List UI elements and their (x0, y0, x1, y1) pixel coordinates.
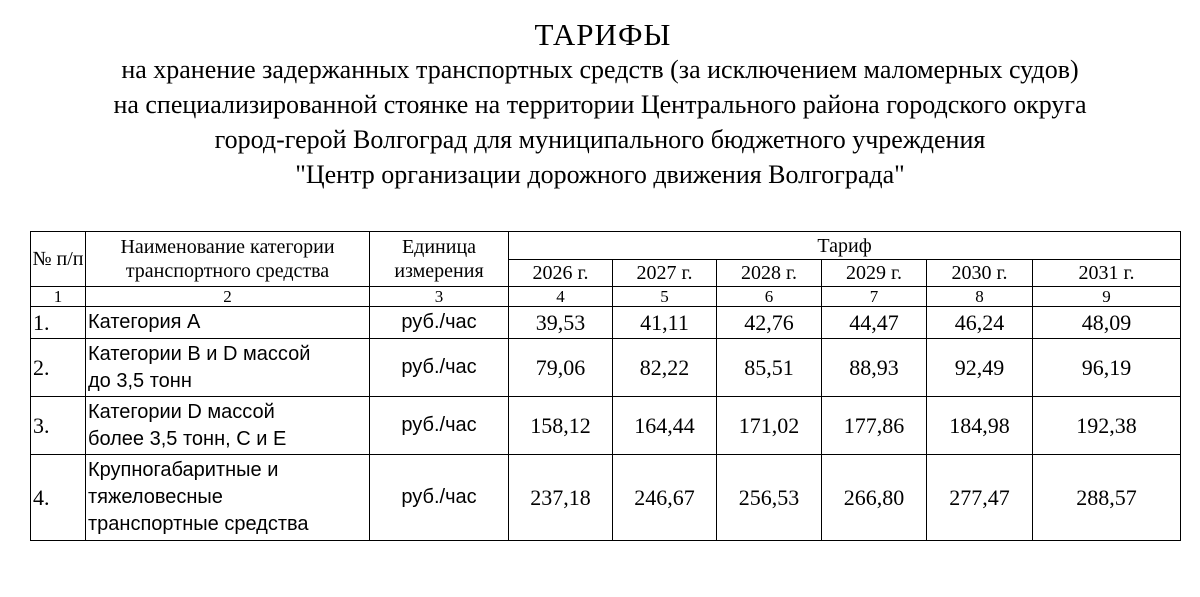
category-name-line: Категория А (88, 311, 201, 333)
column-number: 9 (1033, 287, 1181, 307)
category-name (86, 339, 370, 397)
category-name-line: тяжеловесные (88, 486, 223, 508)
subtitle-line-2: на специализированной стоянке на территории Центрального района городского округа (113, 90, 1087, 119)
unit-cell: руб./час (370, 455, 509, 541)
tariff-value: 171,02 (717, 397, 822, 455)
unit-cell: руб./час (370, 339, 509, 397)
header-year: 2030 г. (927, 260, 1033, 287)
tariff-value: 44,47 (822, 307, 927, 339)
row-index: 3. (31, 397, 86, 455)
column-number: 4 (509, 287, 613, 307)
tariff-value: 246,67 (613, 455, 717, 541)
header-year: 2029 г. (822, 260, 927, 287)
header-category: Наименование категории транспортного средства (86, 232, 370, 287)
category-name-line: более 3,5 тонн, С и Е (88, 427, 287, 450)
header-year: 2028 г. (717, 260, 822, 287)
table-row (31, 339, 1181, 397)
subtitle-line-1: на хранение задержанных транспортных средств (за исключением маломерных судов) (121, 55, 1079, 84)
row-index: 1. (31, 307, 86, 339)
header-number: № п/п (31, 232, 86, 287)
tariff-table (30, 231, 1181, 541)
tariff-value: 82,22 (613, 339, 717, 397)
category-name-line: Категории D массой (88, 400, 275, 423)
header-year: 2031 г. (1033, 260, 1181, 287)
category-name (86, 307, 370, 339)
document-title: ТАРИФЫ (534, 17, 672, 52)
tariff-value: 177,86 (822, 397, 927, 455)
column-number: 1 (31, 287, 86, 307)
document-title-block (0, 18, 1200, 192)
column-number: 6 (717, 287, 822, 307)
tariff-value: 237,18 (509, 455, 613, 541)
tariff-value: 184,98 (927, 397, 1033, 455)
table-row (31, 397, 1181, 455)
tariff-value: 192,38 (1033, 397, 1181, 455)
column-number: 3 (370, 287, 509, 307)
tariff-value: 164,44 (613, 397, 717, 455)
category-name-line: Крупногабаритные и (88, 459, 279, 481)
tariff-value: 92,49 (927, 339, 1033, 397)
tariff-value: 96,19 (1033, 339, 1181, 397)
column-number: 2 (86, 287, 370, 307)
header-year: 2026 г. (509, 260, 613, 287)
tariff-value: 41,11 (613, 307, 717, 339)
header-year: 2027 г. (613, 260, 717, 287)
tariff-value: 88,93 (822, 339, 927, 397)
tariff-value: 39,53 (509, 307, 613, 339)
tariff-value: 288,57 (1033, 455, 1181, 541)
unit-cell: руб./час (370, 307, 509, 339)
category-name (86, 455, 370, 541)
tariff-value: 79,06 (509, 339, 613, 397)
table-row (31, 307, 1181, 339)
tariff-value: 48,09 (1033, 307, 1181, 339)
category-name-line: транспортные средства (88, 513, 309, 535)
subtitle-line-4: "Центр организации дорожного движения Волгограда" (295, 160, 905, 189)
tariff-value: 158,12 (509, 397, 613, 455)
column-number: 7 (822, 287, 927, 307)
table-row (31, 455, 1181, 541)
tariff-value: 277,47 (927, 455, 1033, 541)
row-index: 4. (31, 455, 86, 541)
tariff-value: 85,51 (717, 339, 822, 397)
column-number: 8 (927, 287, 1033, 307)
tariff-value: 46,24 (927, 307, 1033, 339)
tariff-value: 266,80 (822, 455, 927, 541)
header-unit: Единица измерения (370, 232, 509, 287)
row-index: 2. (31, 339, 86, 397)
category-name-line: Категории В и D массой (88, 342, 311, 365)
column-number: 5 (613, 287, 717, 307)
category-name-line: до 3,5 тонн (88, 369, 192, 392)
tariff-value: 42,76 (717, 307, 822, 339)
header-tariff: Тариф (509, 232, 1181, 260)
category-name (86, 397, 370, 455)
unit-cell: руб./час (370, 397, 509, 455)
subtitle-line-3: город-герой Волгоград для муниципального бюджетного учреждения (214, 125, 986, 154)
tariff-value: 256,53 (717, 455, 822, 541)
